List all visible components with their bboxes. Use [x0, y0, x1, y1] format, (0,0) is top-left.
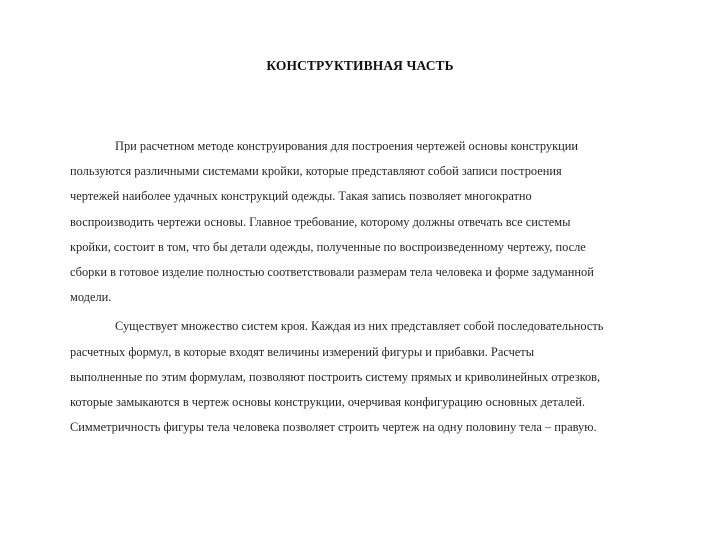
- paragraph-line: При расчетном методе конструирования для построения чертежей основы конструкции: [115, 139, 579, 153]
- paragraph-line: пользуются различными системами кройки, которые представляют собой записи построения: [70, 164, 562, 179]
- paragraph-2: [70, 314, 682, 440]
- paragraph-line: Существует множество систем кроя. Каждая из них представляет собой последовательность: [115, 319, 604, 334]
- page-title: КОНСТРУКТИВНАЯ ЧАСТЬ: [266, 58, 454, 73]
- paragraph-line: Симметричность фигуры тела человека позволяет строить чертеж на одну половину тела – правую.: [70, 420, 597, 435]
- paragraph-line: расчетных формул, в которые входят величины измерений фигуры и прибавки. Расчеты: [70, 344, 535, 359]
- paragraph-line: выполненные по этим формулам, позволяют построить систему прямых и криволинейных отрезков,: [70, 369, 601, 384]
- paragraph-line: чертежей наиболее удачных конструкций одежды. Такая запись позволяет многократно: [70, 189, 532, 204]
- paragraph-1: [70, 134, 682, 310]
- paragraph-line: которые замыкаются в чертеж основы конструкции, очерчивая конфигурацию основных деталей.: [70, 395, 585, 410]
- paragraph-line: кройки, состоит в том, что бы детали одежды, полученные по воспроизведенному чертежу, после: [70, 239, 586, 254]
- paragraph-line: воспроизводить чертежи основы. Главное требование, которому должны отвечать все системы: [70, 214, 571, 229]
- document-body: [70, 134, 682, 440]
- paragraph-line: модели.: [70, 290, 112, 305]
- paragraph-line: сборки в готовое изделие полностью соответствовали размерам тела человека и форме задуманной: [70, 265, 594, 280]
